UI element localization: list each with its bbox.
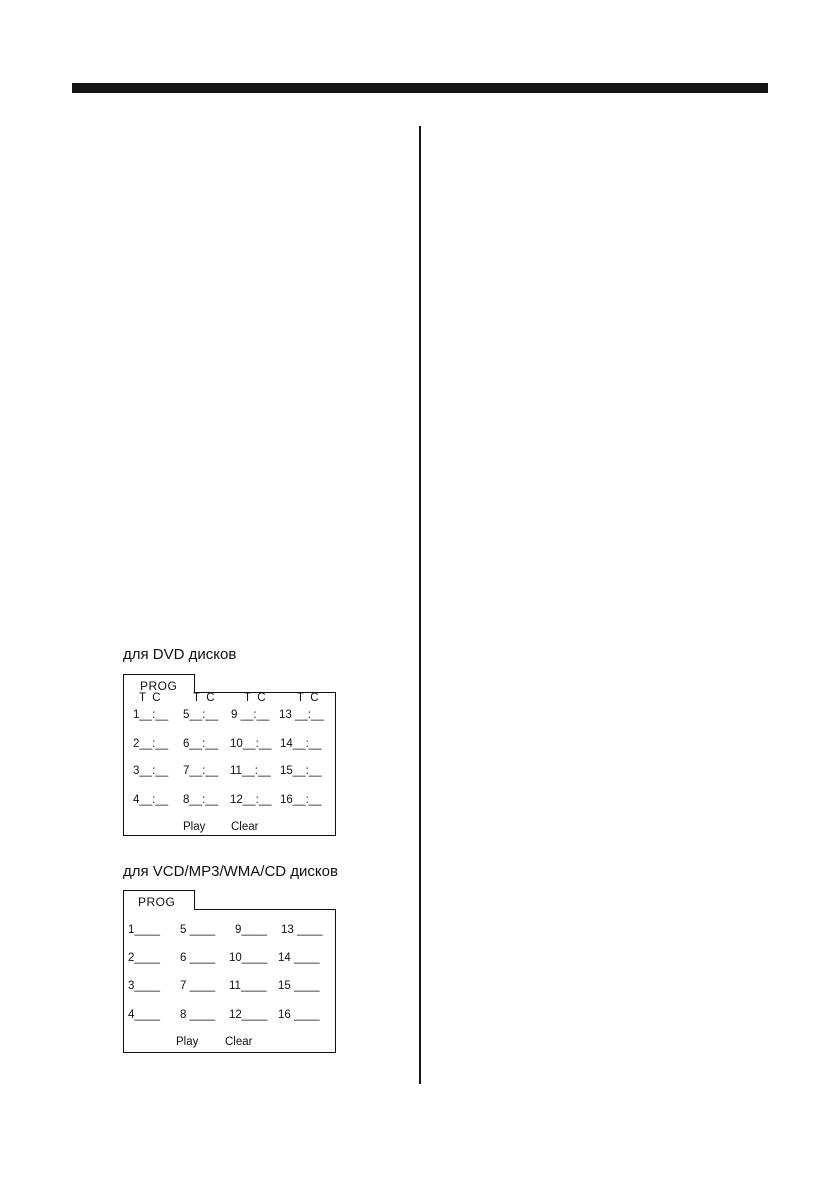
dvd-slot-6[interactable]: 6__:__ (183, 738, 219, 750)
dvd-slot-9[interactable]: 9 __:__ (231, 709, 270, 721)
vcd-clear-button[interactable]: Clear (225, 1036, 253, 1048)
dvd-prog-tab-label: PROG (140, 679, 178, 693)
dvd-slot-13[interactable]: 13 __:__ (279, 709, 324, 721)
dvd-caption: для DVD дисков (123, 646, 237, 663)
vcd-slot-12[interactable]: 12____ (229, 1009, 268, 1021)
vcd-slot-4[interactable]: 4____ (128, 1009, 160, 1021)
vcd-slot-2[interactable]: 2____ (128, 952, 160, 964)
vcd-slot-7[interactable]: 7 ____ (180, 980, 216, 992)
dvd-slot-2[interactable]: 2__:__ (133, 738, 169, 750)
dvd-slot-14[interactable]: 14__:__ (280, 738, 322, 750)
vcd-prog-tab-label: PROG (138, 895, 176, 909)
dvd-tc-header-1: T C (139, 692, 161, 704)
dvd-tc-header-2: T C (193, 692, 215, 704)
column-divider (419, 126, 421, 1084)
vcd-slot-15[interactable]: 15 ____ (278, 980, 320, 992)
vcd-slot-10[interactable]: 10____ (229, 952, 268, 964)
dvd-slot-11[interactable]: 11__:__ (230, 765, 271, 777)
dvd-clear-button[interactable]: Clear (231, 821, 259, 833)
vcd-slot-3[interactable]: 3____ (128, 980, 160, 992)
dvd-slot-4[interactable]: 4__:__ (133, 794, 169, 806)
vcd-slot-1[interactable]: 1____ (128, 924, 160, 936)
dvd-slot-7[interactable]: 7__:__ (183, 765, 219, 777)
vcd-caption: для VCD/MP3/WMA/CD дисков (123, 863, 338, 880)
vcd-slot-16[interactable]: 16 ____ (278, 1009, 320, 1021)
dvd-slot-10[interactable]: 10__:__ (230, 738, 272, 750)
dvd-play-button[interactable]: Play (183, 821, 206, 833)
dvd-tc-header-3: T C (244, 692, 266, 704)
dvd-slot-15[interactable]: 15__:__ (280, 765, 322, 777)
dvd-slot-12[interactable]: 12__:__ (230, 794, 272, 806)
header-rule (72, 83, 768, 93)
vcd-slot-13[interactable]: 13 ____ (281, 924, 323, 936)
dvd-slot-3[interactable]: 3__:__ (133, 765, 169, 777)
dvd-tc-header-4: T C (297, 692, 319, 704)
vcd-slot-9[interactable]: 9____ (235, 924, 267, 936)
dvd-slot-16[interactable]: 16__:__ (280, 794, 322, 806)
vcd-slot-6[interactable]: 6 ____ (180, 952, 216, 964)
vcd-slot-5[interactable]: 5 ____ (180, 924, 216, 936)
dvd-slot-5[interactable]: 5__:__ (183, 709, 219, 721)
vcd-slot-11[interactable]: 11____ (229, 980, 267, 992)
dvd-slot-1[interactable]: 1__:__ (133, 709, 169, 721)
dvd-slot-8[interactable]: 8__:__ (183, 794, 219, 806)
vcd-slot-14[interactable]: 14 ____ (278, 952, 320, 964)
vcd-slot-8[interactable]: 8 ____ (180, 1009, 216, 1021)
vcd-play-button[interactable]: Play (176, 1036, 199, 1048)
